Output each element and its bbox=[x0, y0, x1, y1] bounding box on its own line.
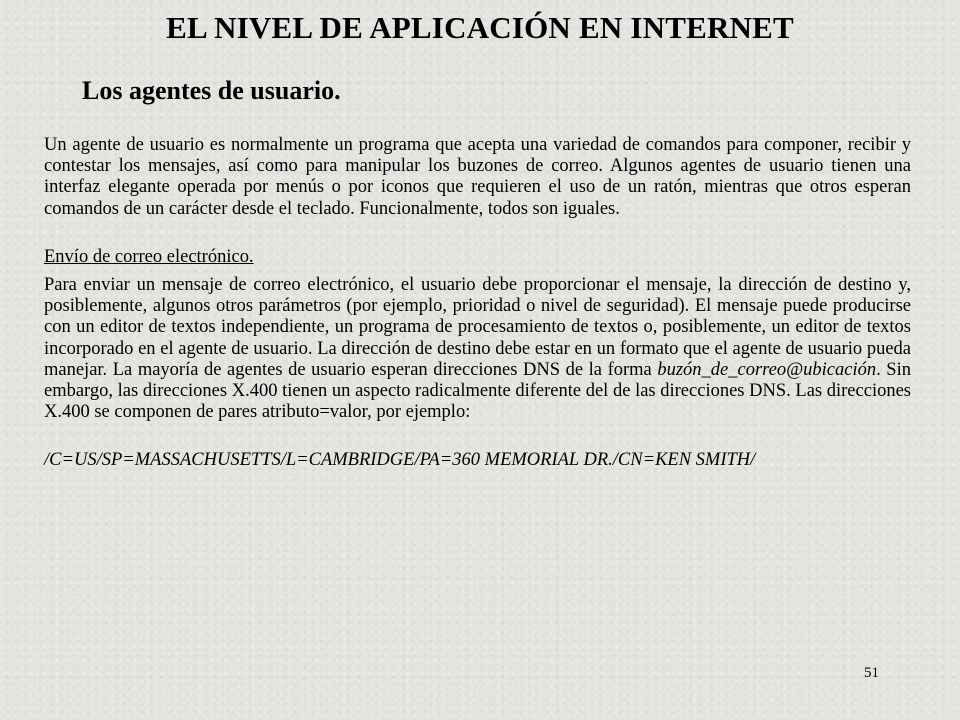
paragraph-sending-mail-text-2: . Sin embargo, las direcciones X.400 tienen un aspecto radicalmente diferente del de las direcciones DNS. Las direcciones X.400 se componen de pares atributo=valor, por ejemplo: bbox=[44, 359, 911, 423]
paragraph-sending-mail bbox=[44, 275, 911, 423]
section-heading-sending-mail: Envío de correo electrónico. bbox=[44, 246, 254, 267]
page-number: 51 bbox=[864, 665, 879, 681]
slide-subtitle: Los agentes de usuario. bbox=[82, 76, 341, 105]
x400-address-example: /C=US/SP=MASSACHUSETTS/L=CAMBRIDGE/PA=360 MEMORIAL DR./CN=KEN SMITH/ bbox=[44, 450, 756, 471]
slide-content bbox=[44, 135, 911, 472]
slide-title: EL NIVEL DE APLICACIÓN EN INTERNET bbox=[166, 10, 794, 45]
paragraph-user-agents: Un agente de usuario es normalmente un programa que acepta una variedad de comandos para componer, recibir y contestar los mensajes, así como para manipular los buzones de correo. Algunos agentes de usuario tienen una interfaz elegante operada por menús o por iconos que requieren el uso de un ratón, mientras que otros esperan comandos de un carácter desde el teclado. Funcionalmente, todos son iguales. bbox=[44, 135, 911, 219]
mailbox-address-example: buzón_de_correo@ubicación bbox=[657, 359, 877, 380]
paragraph-sending-mail-text-1: Para enviar un mensaje de correo electrónico, el usuario debe proporcionar el mensaje, la dirección de destino y, posiblemente, algunos otros parámetros (por ejemplo, prioridad o nivel de seguridad). El mensaje puede producirse con un editor de textos independiente, un programa de procesamiento de textos o, posiblemente, un editor de textos incorporado en el agente de usuario. La dirección de destino debe estar en un formato que el agente de usuario pueda manejar. La mayoría de agentes de usuario esperan direcciones DNS de la forma bbox=[44, 275, 911, 380]
